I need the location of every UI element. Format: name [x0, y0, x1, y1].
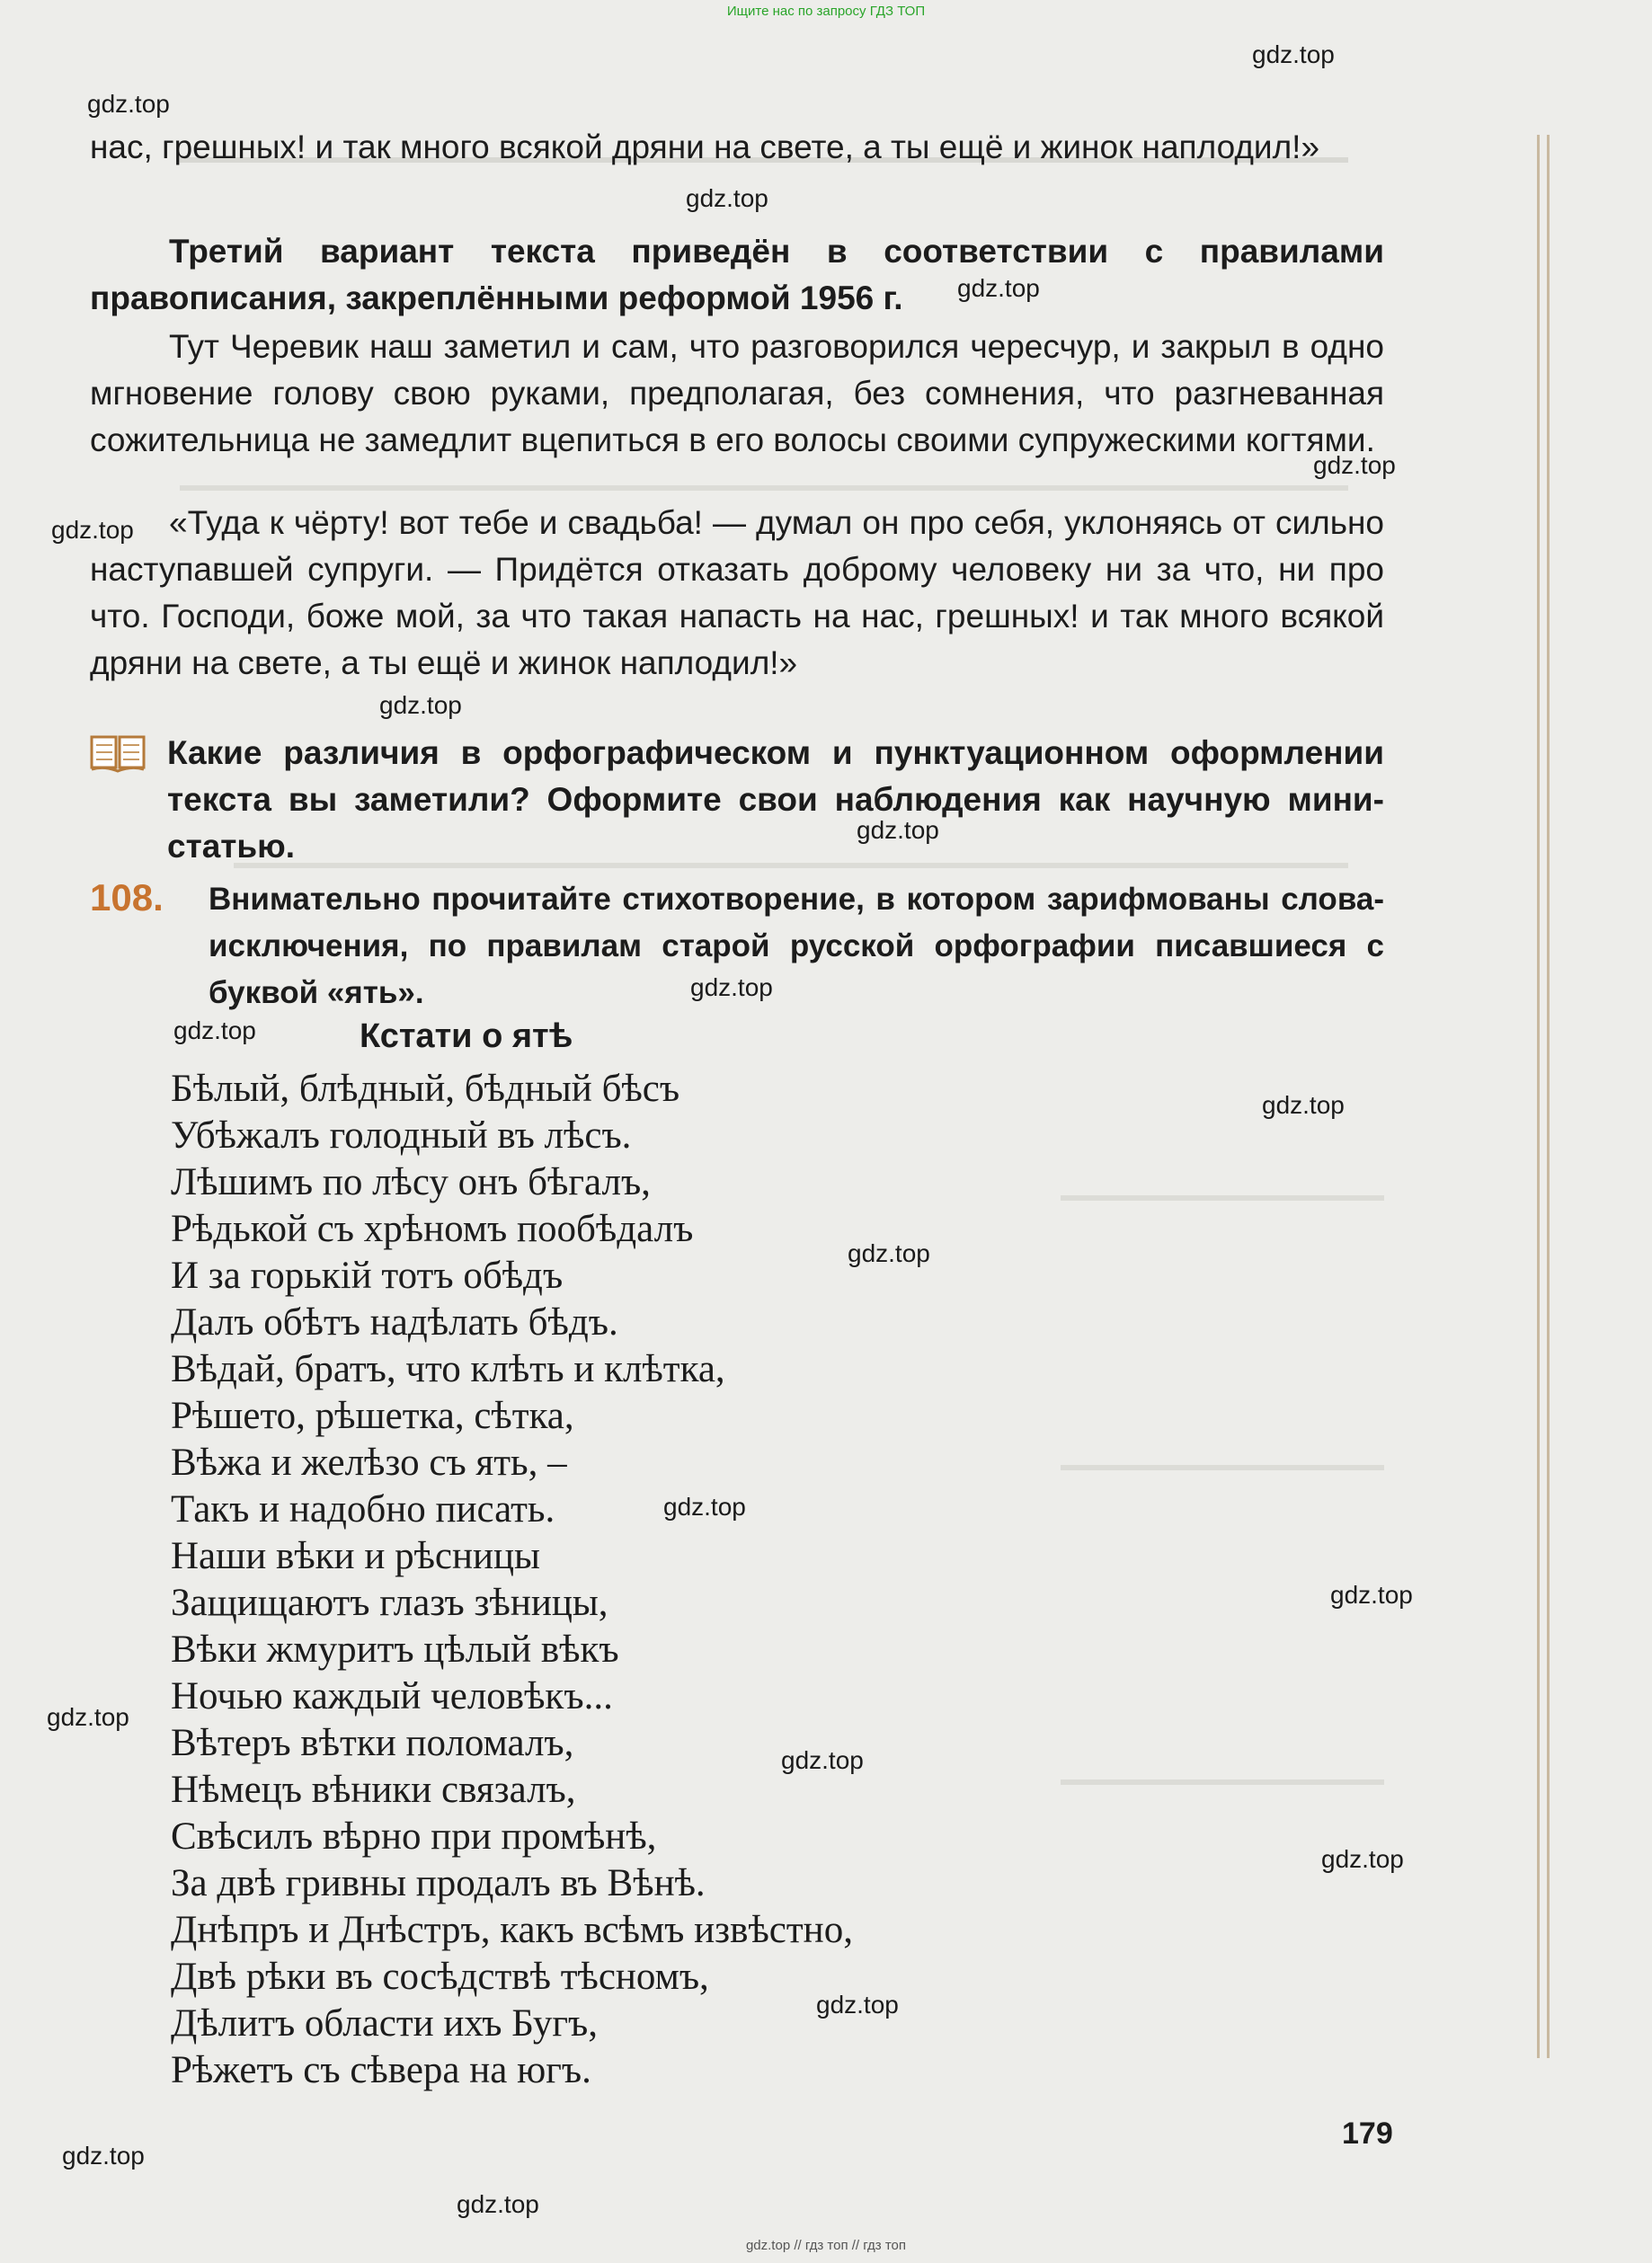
margin-rule [1537, 135, 1550, 2058]
poem-line: Свѣсилъ вѣрно при промѣнѣ, [171, 1815, 657, 1858]
watermark: gdz.top [816, 1991, 899, 2019]
watermark: gdz.top [1330, 1581, 1413, 1609]
poem-line: Такъ и надобно писать. [171, 1488, 555, 1531]
poem-line: Вѣжа и желѣзо съ ять, – [171, 1442, 567, 1484]
watermark: gdz.top [47, 1703, 129, 1731]
paragraph-continuation: нас, грешных! и так много всякой дряни на свете, а ты ещё и жинок наплодил!» [90, 129, 1320, 165]
page-number: 179 [1342, 2117, 1393, 2151]
poem-line: Дѣлитъ области ихъ Бугъ, [171, 2002, 599, 2045]
watermark: gdz.top [663, 1493, 746, 1521]
footer-banner[interactable]: gdz.top // гдз топ // гдз топ [745, 2238, 907, 2253]
poem-line: Наши вѣки и рѣсницы [171, 1535, 540, 1577]
poem-line: Вѣдай, братъ, что клѣть и клѣтка, [171, 1348, 725, 1390]
poem-line: Двѣ рѣки въ сосѣдствѣ тѣсномъ, [171, 1956, 709, 1998]
watermark: gdz.top [1262, 1091, 1345, 1119]
watermark: gdz.top [957, 274, 1040, 302]
poem-line: За двѣ гривны продалъ въ Вѣнѣ. [171, 1862, 706, 1904]
watermark: gdz.top [1313, 451, 1396, 479]
watermark: gdz.top [1321, 1845, 1404, 1873]
watermark: gdz.top [379, 691, 462, 719]
poem-line: Рѣжетъ съ сѣвера на югъ. [171, 2049, 591, 2091]
poem-title: Кстати о ятѣ [360, 1017, 573, 1055]
poem-line: Далъ обѣтъ надѣлать бѣдъ. [171, 1301, 618, 1344]
poem-line: Вѣтеръ вѣтки поломалъ, [171, 1722, 574, 1764]
poem-line: Нѣмецъ вѣники связалъ, [171, 1769, 576, 1811]
poem-line: Ночью каждый человѣкъ... [171, 1675, 613, 1717]
poem-line: Лѣшимъ по лѣсу онъ бѣгалъ, [171, 1161, 651, 1203]
poem-line: Рѣшето, рѣшетка, сѣтка, [171, 1395, 574, 1437]
watermark: gdz.top [686, 184, 768, 212]
poem-line: Рѣдькой съ хрѣномъ пообѣдалъ [171, 1208, 694, 1250]
poem-line: Убѣжалъ голодный въ лѣсъ. [171, 1114, 632, 1157]
poem-line: Днѣпръ и Днѣстръ, какъ всѣмъ извѣстно, [171, 1909, 853, 1951]
watermark: gdz.top [51, 516, 134, 544]
book-icon [90, 733, 146, 773]
poem-line: И за горькій тотъ обѣдъ [171, 1255, 564, 1297]
watermark: gdz.top [62, 2142, 145, 2170]
paragraph-variant-note: Третий вариант текста приведён в соответствии с правилами правописания, закреплёнными реформой 1956 г. [90, 233, 1384, 316]
question-text: Какие различия в орфографическом и пунктуационном оформлении текста вы заметили? Оформите свои наблюдения как научную мини-статью. [167, 734, 1384, 865]
exercise-number: 108. [90, 876, 164, 919]
poem-line: Защищаютъ глазъ зѣницы, [171, 1582, 608, 1624]
watermark: gdz.top [173, 1016, 256, 1044]
exercise-instruction: Внимательно прочитайте стихотворение, в котором зарифмованы слова-исключения, по правилам старой русской орфографии писавшиеся с буквой «ять». [209, 882, 1384, 1010]
watermark: gdz.top [781, 1746, 864, 1774]
watermark: gdz.top [690, 973, 773, 1001]
watermark: gdz.top [848, 1239, 930, 1267]
poem-line: Вѣки жмуритъ цѣлый вѣкъ [171, 1628, 619, 1671]
header-banner[interactable]: Ищите нас по запросу ГДЗ ТОП [726, 4, 926, 19]
watermark: gdz.top [857, 816, 939, 844]
paragraph-quote: «Туда к чёрту! вот тебе и свадьба! — думал он про себя, уклоняясь от сильно наступавшей супруги. — Придётся отказать доброму человеку ни за что, ни про что. Господи, боже мой, за что такая напасть на нас, грешных! и так много всякой дряни на свете, а ты ещё и жинок наплодил!» [90, 504, 1384, 681]
poem-line: Бѣлый, блѣдный, бѣдный бѣсъ [171, 1068, 680, 1110]
watermark: gdz.top [457, 2190, 539, 2218]
poem [171, 1066, 853, 2094]
paragraph-cherevik: Тут Черевик наш заметил и сам, что разговорился чересчур, и закрыл в одно мгновение голову свою руками, предполагая, без сомнения, что разгневанная сожительница не замедлит вцепиться в его волосы своими супружескими когтями. [90, 328, 1384, 458]
watermark: gdz.top [1252, 40, 1335, 68]
watermark: gdz.top [87, 90, 170, 118]
